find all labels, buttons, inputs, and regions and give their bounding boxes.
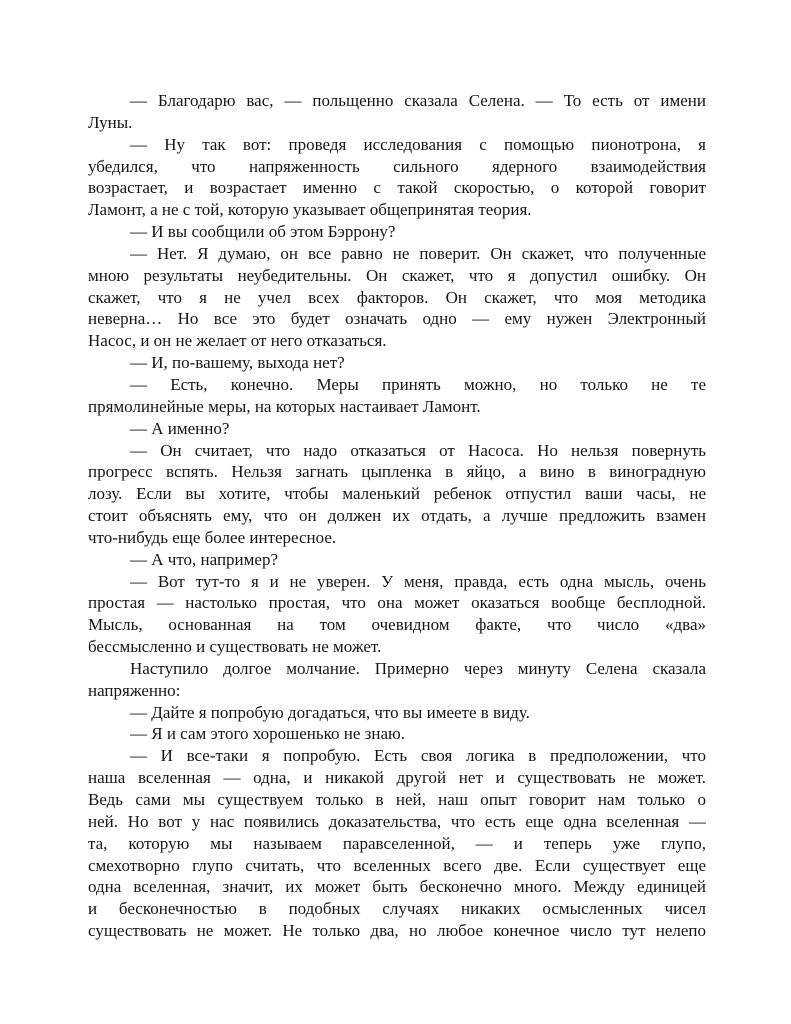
paragraph <box>88 221 706 243</box>
paragraph <box>88 658 706 702</box>
text-line: та, которую мы называем паравселенной, — и теперь уже глупо, <box>88 833 706 853</box>
text-line: Ламонт, а не с той, которую указывает общепринятая теория. <box>88 200 532 220</box>
text-line: — И, по-вашему, выхода нет? <box>130 353 345 373</box>
paragraph <box>88 571 706 658</box>
text-line: прямолинейные меры, на которых настаивает Ламонт. <box>88 396 481 416</box>
text-line: существовать не может. Не только два, но любое конечное число тут нелепо <box>88 921 706 941</box>
text-line: — Благодарю вас, — польщенно сказала Селена. — То есть от имени <box>130 91 706 110</box>
text-line: — Ну так вот: проведя исследования с помощью пионотрона, я <box>130 134 706 154</box>
text-line: — Вот тут-то я и не уверен. У меня, правда, есть одна мысль, очень <box>130 571 706 591</box>
paragraph <box>88 745 706 942</box>
text-line: — Я и сам этого хорошенько не знаю. <box>130 724 405 744</box>
text-line: ней. Но вот у нас появились доказательства, что есть еще одна вселенная — <box>88 811 706 831</box>
text-line: Луны. <box>88 112 133 132</box>
paragraph <box>88 134 706 221</box>
text-line: напряженно: <box>88 680 181 700</box>
text-line: лозу. Если вы хотите, чтобы маленький ребенок отпустил ваши часы, не <box>88 484 706 504</box>
text-line: бессмысленно и существовать не может. <box>88 637 382 657</box>
paragraph <box>88 90 706 134</box>
text-line: смехотворно глупо считать, что вселенных всего две. Если существует еще <box>88 855 706 875</box>
text-line: — И все-таки я попробую. Есть своя логика в предположении, что <box>130 746 706 766</box>
text-line: что-нибудь еще более интересное. <box>88 527 337 547</box>
text-line: Мысль, основанная на том очевидном факте, что число «два» <box>88 615 706 635</box>
text-line: — Дайте я попробую догадаться, что вы имеете в виду. <box>130 702 530 722</box>
text-line: одна вселенная, значит, их может быть бесконечно много. Между единицей <box>88 877 706 897</box>
text-line: и бесконечностью в подобных случаях никаких осмысленных чисел <box>88 899 706 919</box>
text-line: Ведь сами мы существуем только в ней, наш опыт говорит нам только о <box>88 790 706 809</box>
paragraph <box>88 723 706 745</box>
paragraph <box>88 374 706 418</box>
text-line: возрастает, и возрастает именно с такой скоростью, о которой говорит <box>88 178 706 198</box>
text-line: стоит объяснять ему, что он должен их отдать, а лучше предложить взамен <box>88 506 706 526</box>
paragraph <box>88 549 706 571</box>
text-line: — А именно? <box>130 418 230 438</box>
text-line: — Есть, конечно. Меры принять можно, но только не те <box>130 374 706 394</box>
text-line: неверна… Но все это будет означать одно — ему нужен Электронный <box>88 309 706 329</box>
text-line: — Нет. Я думаю, он все равно не поверит. Он скажет, что полученные <box>130 243 706 263</box>
paragraph <box>88 440 706 549</box>
text-line: — Он считает, что надо отказаться от Насоса. Но нельзя повернуть <box>130 440 706 460</box>
text-line: скажет, что я не учел всех факторов. Он скажет, что моя методика <box>88 287 706 307</box>
text-line: простая — настолько простая, что она может оказаться вообще бесплодной. <box>88 593 706 613</box>
paragraph <box>88 418 706 440</box>
text-content <box>88 90 706 942</box>
text-line: — И вы сообщили об этом Бэррону? <box>130 222 396 242</box>
text-line: Насос, и он не желает от него отказаться. <box>88 331 387 351</box>
paragraph <box>88 243 706 352</box>
paragraph <box>88 702 706 724</box>
text-line: мною результаты неубедительны. Он скажет, что я допустил ошибку. Он <box>88 265 706 285</box>
text-line: убедился, что напряженность сильного ядерного взаимодействия <box>88 156 706 176</box>
text-line: прогресс вспять. Нельзя загнать цыпленка в яйцо, а вино в виноградную <box>88 462 706 482</box>
paragraph <box>88 352 706 374</box>
text-line: — А что, например? <box>130 549 278 569</box>
text-line: Наступило долгое молчание. Примерно через минуту Селена сказала <box>130 658 706 678</box>
text-line: наша вселенная — одна, и никакой другой нет и существовать не может. <box>88 768 706 788</box>
